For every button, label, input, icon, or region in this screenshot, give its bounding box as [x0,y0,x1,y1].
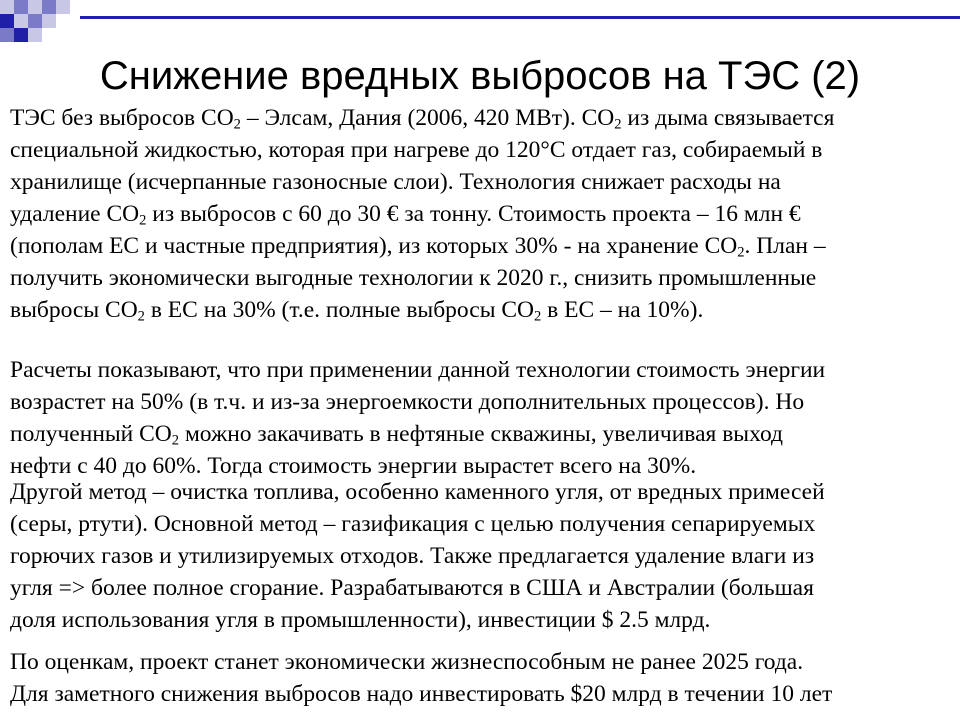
subscript: 2 [233,116,241,133]
text-run: – Элсам, Дания (2006, 420 МВт). СО [240,105,615,131]
text-run: ТЭС без выбросов СО [10,105,234,131]
text-line [10,134,955,166]
corner-decoration [0,0,80,50]
subscript: 2 [139,212,147,229]
text-line [10,386,955,418]
deco-square [28,14,42,28]
text-run: удаление СО [10,201,140,227]
text-line [10,166,955,198]
deco-square [0,14,14,28]
deco-square [14,14,28,28]
deco-square [0,28,14,42]
text-line [10,418,955,450]
text-line [10,102,955,134]
subscript: 2 [137,308,145,325]
paragraph-2 [10,354,955,482]
text-line [10,198,955,230]
text-line [10,294,955,326]
text-run: специальной жидкостью, которая при нагреве до 120°С отдает газ, собираемый в [10,137,823,163]
deco-square [28,28,42,42]
text-run: Для заметного снижения выбросов надо инвестировать $20 млрд в течении 10 лет [10,681,833,707]
slide-title: Снижение вредных выбросов на ТЭС (2) [99,54,861,98]
paragraph-3 [10,476,955,636]
text-line [10,476,955,508]
text-run: в ЕС на 30% (т.е. полные выбросы СО [144,297,534,323]
paragraph-4 [10,646,955,710]
text-run: выбросы СО [10,297,138,323]
text-run: можно закачивать в нефтяные скважины, увеличивая выход [179,421,783,447]
text-run: в ЕС – на 10%). [541,297,704,323]
subscript: 2 [534,308,542,325]
text-run: из дыма связывается [621,105,835,131]
text-run: (пополам ЕС и частные предприятия), из которых 30% - на хранение СО [10,233,738,259]
text-run: хранилище (исчерпанные газоносные слои). Технология снижает расходы на [10,169,781,195]
text-run: Расчеты показывают, что при применении данной технологии стоимость энергии [10,357,826,383]
deco-square [28,0,42,14]
title-accent-bar [80,16,960,19]
text-line [10,230,955,262]
text-line [10,262,955,294]
text-run: угля => более полное сгорание. Разрабатываются в США и Австралии (большая [10,575,814,601]
paragraph-1 [10,102,955,326]
deco-square [14,28,28,42]
text-run: (серы, ртути). Основной метод – газификация с целью получения сепарируемых [10,511,816,537]
deco-square [42,14,56,28]
text-run: нефти с 40 до 60%. Тогда стоимость энергии вырастет всего на 30%. [10,453,697,479]
text-run: получить экономически выгодные технологии к 2020 г., снизить промышленные [10,265,817,291]
text-line [10,646,955,678]
text-run: Другой метод – очистка топлива, особенно каменного угля, от вредных примесей [10,479,825,505]
text-run: возрастет на 50% (в т.ч. и из-за энергоемкости дополнительных процессов). Но [10,389,805,415]
text-run: . План – [744,233,826,259]
deco-square [42,0,56,14]
text-line [10,508,955,540]
text-line [10,572,955,604]
deco-square [14,0,28,14]
deco-square [56,0,70,14]
deco-square [0,0,14,14]
text-line [10,354,955,386]
text-line [10,678,955,710]
text-run: из выбросов с 60 до 30 € за тонну. Стоимость проекта – 16 млн € [146,201,801,227]
text-run: полученный СО [10,421,172,447]
text-run: горючих газов и утилизируемых отходов. Также предлагается удаление влаги из [10,543,815,569]
text-run: доля использования угля в промышленности), инвестиции $ 2.5 млрд. [10,607,711,633]
subscript: 2 [614,116,622,133]
subscript: 2 [171,432,180,449]
text-run: По оценкам, проект станет экономически жизнеспособным не ранее 2025 года. [10,649,804,675]
subscript: 2 [737,244,745,261]
text-line [10,604,955,636]
text-line [10,540,955,572]
